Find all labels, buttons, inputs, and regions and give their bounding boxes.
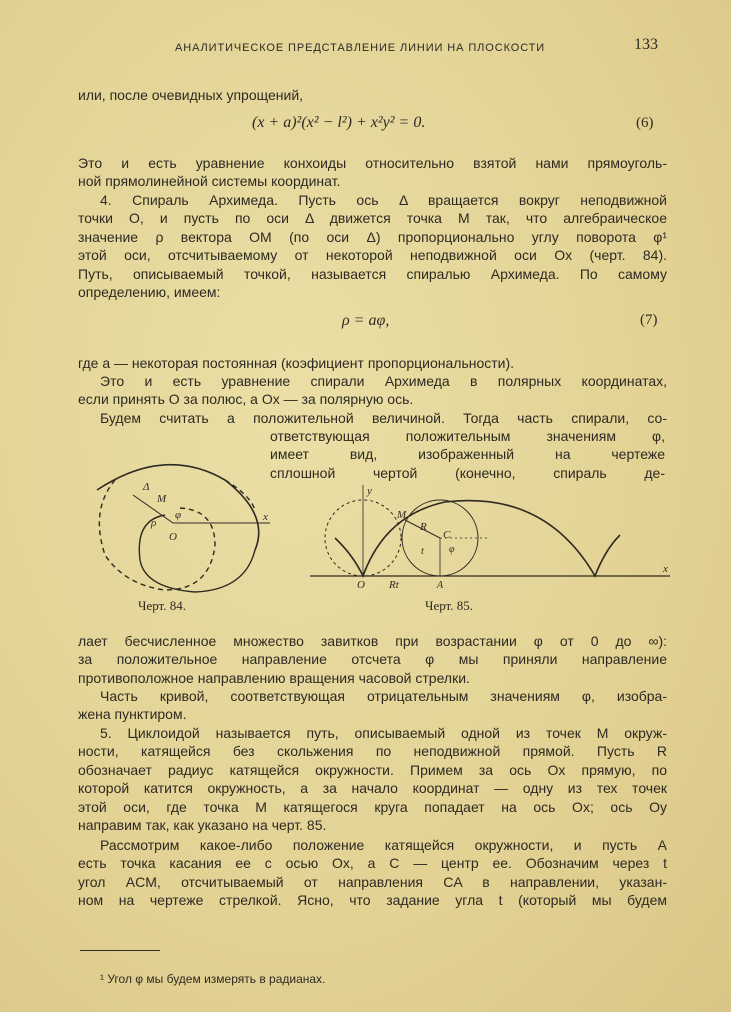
label-delta: Δ: [143, 481, 150, 493]
text-line: угол ACM, отсчитываемый от направления CA в направлении, указан-: [78, 873, 667, 890]
label-phi: φ: [449, 544, 455, 555]
text-line: 4. Спираль Архимеда. Пусть ось Δ вращается вокруг неподвижной: [100, 192, 667, 208]
text-line: 5. Циклоидой называется путь, описываемый одной из точек M окруж-: [100, 725, 667, 741]
paragraph-where: [78, 354, 667, 372]
equation-number-7: (7): [640, 312, 658, 328]
paragraph-negative: [78, 687, 667, 724]
figure-84-archimedes-spiral: [85, 450, 270, 595]
text-line: ном на чертеже стрелкой. Ясно, что задание угла t (который мы будем: [78, 892, 667, 909]
footnote: ¹ Угол φ мы будем измерять в радианах.: [100, 972, 326, 986]
text-line: Это и есть уравнение конхоиды относительно взятой нами прямоуголь-: [78, 155, 667, 171]
label-rho: ρ: [151, 517, 157, 529]
text-line: Рассмотрим какое-либо положение катящейся окружности, и пусть A: [100, 837, 667, 853]
text-line: сплошной чертой (конечно, спираль де-: [270, 464, 665, 481]
text-line: жена пунктиром.: [78, 706, 187, 723]
figure-85-caption: Черт. 85.: [425, 598, 474, 613]
paragraph-conchoid: [78, 154, 667, 191]
footnote-divider: [80, 950, 160, 951]
paragraph-archimedes-spiral: [78, 191, 667, 301]
label-phi: φ: [175, 509, 182, 521]
label-m: M: [157, 493, 167, 505]
intro-line-block: [78, 86, 667, 104]
text-line: ной прямолинейной системы координат.: [78, 173, 341, 190]
text-line: если принять O за полюс, а Ox — за полярную ось.: [78, 391, 414, 408]
text-line: где a — некоторая постоянная (коэфициент пропорциональности).: [78, 355, 515, 371]
text-line: которой катится окружность, а за начало координат — одну из тех точек: [78, 780, 667, 797]
text-line: Путь, описываемый точкой, называется спиралью Архимеда. По самому: [78, 265, 667, 282]
intro-line: или, после очевидных упрощений,: [78, 87, 304, 103]
label-t: t: [421, 546, 424, 557]
label-r: R: [420, 521, 427, 533]
paragraph-consider: [78, 836, 667, 910]
text-line: точки O, и пусть по оси Δ движется точка M так, что алгебраическое: [78, 210, 667, 227]
spiral-solid-outer: [97, 465, 259, 550]
text-line: направим так, как указано на черт. 85.: [78, 816, 327, 833]
text-line: Это и есть уравнение спирали Архимеда в полярных координатах,: [100, 373, 667, 389]
page-number: 133: [634, 36, 658, 53]
label-m: M: [397, 509, 407, 521]
label-x: x: [263, 511, 268, 523]
text-line: ности, катящейся без скольжения по неподвижной прямой. Пусть R: [78, 743, 667, 760]
paragraph-cycloid: [78, 724, 667, 834]
paragraph-positive-first: [78, 409, 667, 427]
label-o: O: [169, 531, 177, 543]
label-c: C: [443, 529, 451, 541]
label-x: x: [663, 563, 668, 575]
figure-85-cycloid: [305, 480, 675, 595]
text-line: ответствующая положительным значениям φ,: [270, 428, 665, 444]
label-o: O: [357, 579, 365, 591]
paragraph-after-figures: [78, 632, 667, 687]
paragraph-positive-right: [270, 427, 665, 482]
text-line: этой оси, отсчитываемому от некоторой неподвижной оси Ox (черт. 84).: [78, 247, 667, 264]
equation-number-6: (6): [636, 115, 654, 131]
running-title: АНАЛИТИЧЕСКОЕ ПРЕДСТАВЛЕНИЕ ЛИНИИ НА ПЛОСКОСТИ: [175, 42, 546, 54]
text-line: обозначает радиус катящейся окружности. Примем за ось Ox прямую, по: [78, 761, 667, 778]
formula-7: ρ = aφ,: [342, 312, 390, 329]
label-rt: Rt: [389, 579, 399, 591]
text-line: лает бесчисленное множество завитков при возрастании φ от 0 до ∞):: [78, 633, 667, 649]
label-y: y: [367, 485, 372, 497]
label-a: A: [437, 580, 444, 591]
text-line: имеет вид, изображенный на чертеже: [270, 446, 665, 463]
text-line: за положительное направление отсчета φ мы приняли направление: [78, 651, 667, 668]
text-line: Часть кривой, соответствующая отрицательным значениям φ, изобра-: [100, 688, 667, 704]
paragraph-polar: [78, 372, 667, 409]
text-line: этой оси, где точка M катящегося круга попадает на ось Ox; ось Oy: [78, 798, 667, 815]
figure-84-caption: Черт. 84.: [138, 598, 187, 613]
text-line: Будем считать a положительной величиной. Тогда часть спирали, со-: [100, 410, 667, 426]
spiral-solid-inner: [139, 515, 255, 592]
text-line: есть точка касания ее с осью Ox, а C — центр ее. Обозначим через t: [78, 855, 667, 872]
text-line: определению, имеем:: [78, 283, 221, 300]
formula-6: (x + a)²(x² − l²) + x²y² = 0.: [252, 114, 426, 131]
text-line: значение ρ вектора OM (по оси Δ) пропорционально углу поворота φ¹: [78, 228, 667, 245]
text-line: противоположное направлению вращения часовой стрелки.: [78, 669, 470, 686]
